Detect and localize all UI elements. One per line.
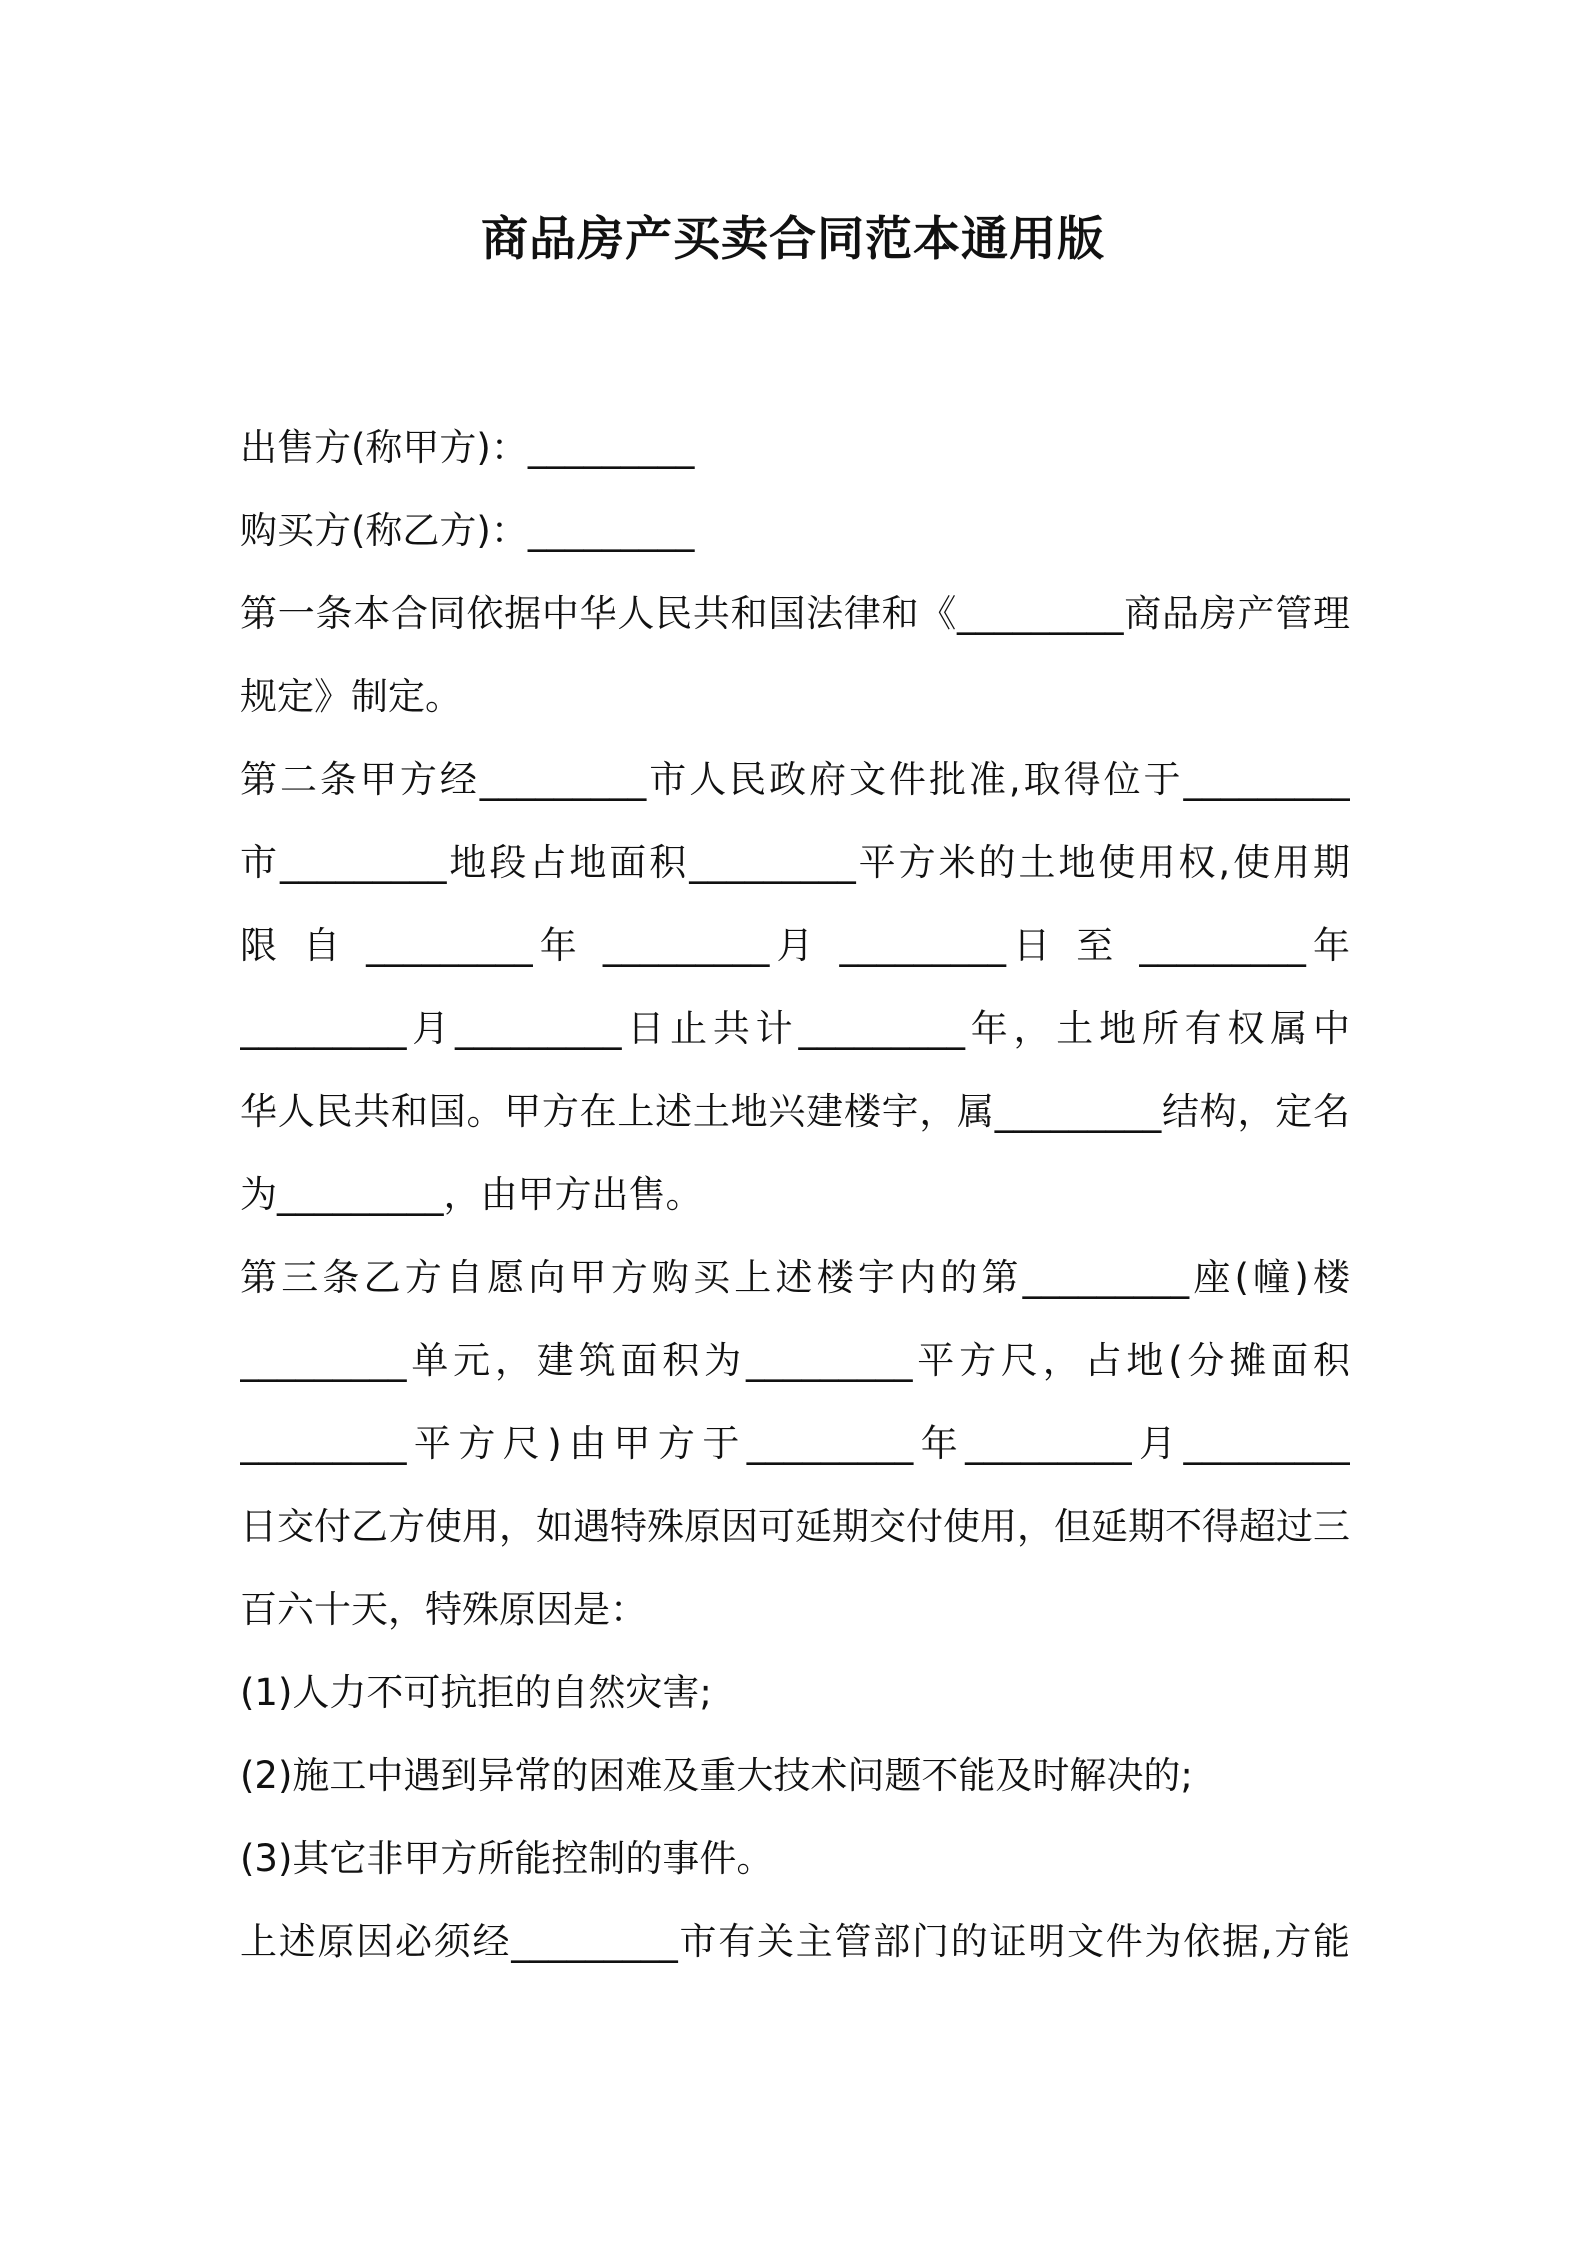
article-2-line-3: 限 自 _________年 _________月 _________日 至 _________年: [240, 924, 1350, 967]
article-2-line-5: 华人民共和国。甲方在上述土地兴建楼宇，属_________结构，定名: [240, 1090, 1350, 1133]
seller-line: 出售方(称甲方)：_________: [240, 426, 695, 469]
buyer-line: 购买方(称乙方)：_________: [240, 509, 695, 552]
document-title: 商品房产买卖合同范本通用版: [481, 212, 1105, 267]
article-3-line-2: _________单元，建筑面积为_________平方尺，占地(分摊面积: [240, 1339, 1350, 1382]
article-2-line-4: _________月_________日止共计_________年，土地所有权属中: [240, 1007, 1350, 1050]
reason-item-2: (2)施工中遇到异常的困难及重大技术问题不能及时解决的;: [240, 1754, 1193, 1797]
article-2-line-1: 第二条甲方经_________市人民政府文件批准,取得位于_________: [240, 758, 1350, 801]
article-3-line-4: 日交付乙方使用，如遇特殊原因可延期交付使用，但延期不得超过三: [240, 1505, 1350, 1548]
article-3-line-1: 第三条乙方自愿向甲方购买上述楼宇内的第_________座(幢)楼: [240, 1256, 1350, 1299]
article-2-line-2: 市_________地段占地面积_________平方米的土地使用权,使用期: [240, 841, 1350, 884]
contract-body: [240, 406, 1350, 1983]
article-2-line-6: 为_________，由甲方出售。: [240, 1173, 703, 1216]
article-3-line-3: _________平方尺)由甲方于_________年_________月_________: [240, 1422, 1350, 1465]
article-1-line-1: 第一条本合同依据中华人民共和国法律和《_________商品房产管理: [240, 592, 1350, 635]
reason-item-1: (1)人力不可抗拒的自然灾害;: [240, 1671, 712, 1714]
article-1-line-2: 规定》制定。: [240, 675, 462, 718]
reason-proof-line: 上述原因必须经_________市有关主管部门的证明文件为依据,方能: [240, 1920, 1350, 1963]
article-3-line-5: 百六十天，特殊原因是：: [240, 1588, 647, 1631]
reason-item-3: (3)其它非甲方所能控制的事件。: [240, 1837, 774, 1880]
